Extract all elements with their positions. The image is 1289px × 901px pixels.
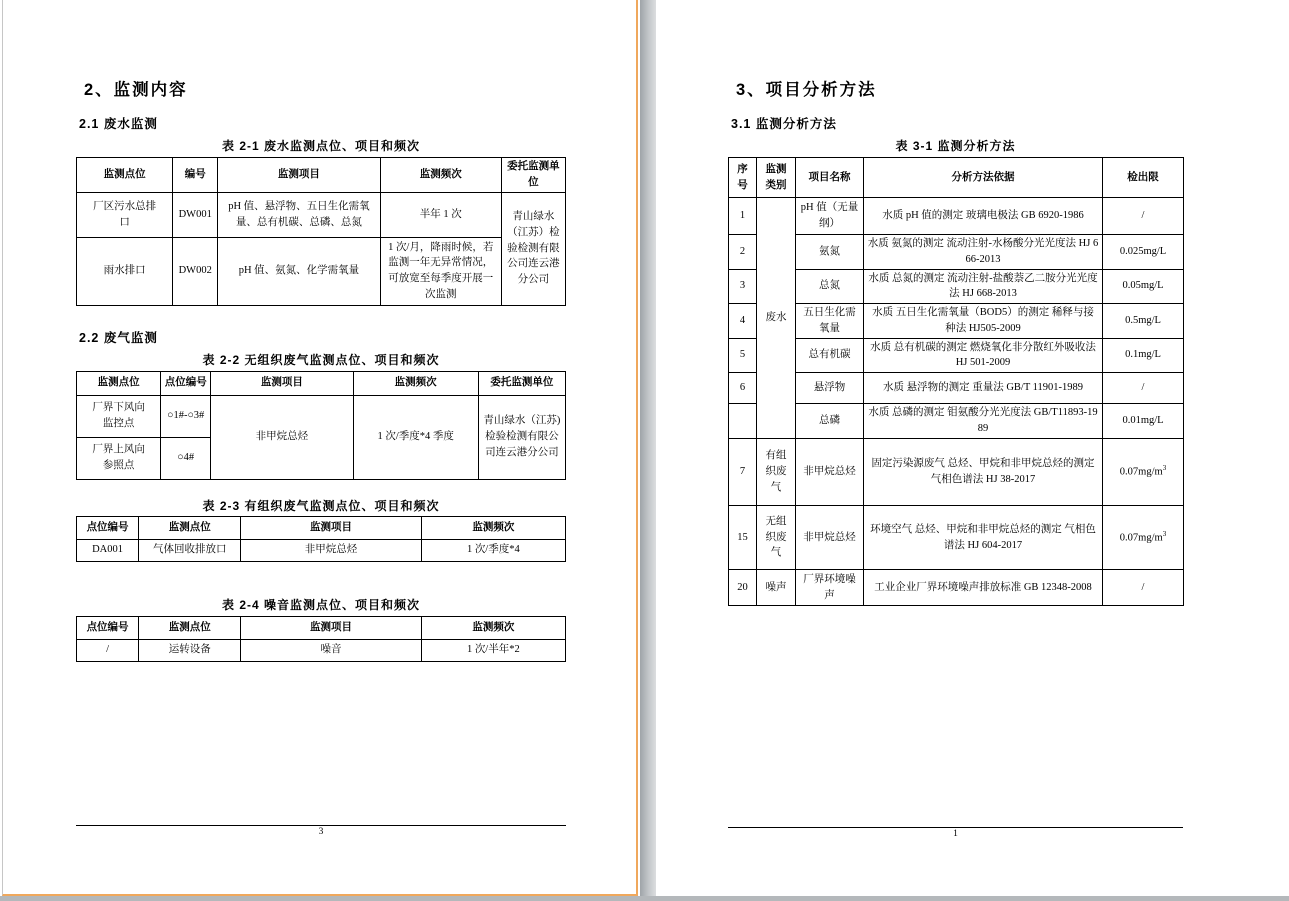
seq-cell	[729, 404, 757, 439]
seq-cell: 3	[729, 269, 757, 304]
table-row	[77, 395, 566, 437]
page-footer	[76, 825, 566, 838]
table-3-1-caption: 表 3-1 监测分析方法	[895, 139, 1016, 153]
items-cell: pH 值、悬浮物、五日生化需氧量、总有机碳、总磷、总氮	[218, 192, 380, 237]
detection-limit-cell: 0.5mg/L	[1103, 304, 1184, 339]
entrusted-unit-cell: 青山绿水（江苏)检验检测有限公司连云港分公司	[478, 395, 565, 479]
column-header: 委托监测单位	[478, 371, 565, 395]
table-row	[729, 439, 1184, 506]
column-header: 点位编号	[77, 616, 139, 639]
table-2-2-fugitive-gas-monitoring	[76, 371, 566, 480]
code-cell: DW002	[173, 237, 218, 305]
table-row	[729, 404, 1184, 439]
table-header-row	[77, 371, 566, 395]
right-page-content	[728, 0, 1183, 606]
table-2-4-caption: 表 2-4 噪音监测点位、项目和频次	[221, 597, 420, 612]
column-header: 委托监测单位	[501, 158, 565, 193]
method-cell: 固定污染源废气 总烃、甲烷和非甲烷总烃的测定 气相色谱法 HJ 38-2017	[864, 439, 1103, 506]
table-row	[729, 269, 1184, 304]
table-row	[729, 304, 1184, 339]
monitor-point-cell: 厂界下风向监控点	[77, 395, 161, 437]
column-header: 监测项目	[241, 616, 421, 639]
detection-limit-cell	[1103, 506, 1184, 570]
column-header: 编号	[173, 158, 218, 193]
page-number: 3	[318, 827, 324, 837]
column-header: 点位编号	[77, 516, 139, 539]
column-header: 监测项目	[241, 516, 421, 539]
method-cell: 环境空气 总烃、甲烷和非甲烷总烃的测定 气相色谱法 HJ 604-2017	[864, 506, 1103, 570]
column-header: 监测点位	[77, 371, 161, 395]
table-row	[77, 237, 566, 305]
table-row	[729, 198, 1184, 235]
seq-cell: 15	[729, 506, 757, 570]
category-cell: 废水	[757, 198, 796, 439]
table-header-row	[77, 158, 566, 193]
point-code-cell: DA001	[77, 539, 139, 561]
items-cell: 非甲烷总烃	[241, 539, 421, 561]
detection-limit-cell: 0.1mg/L	[1103, 338, 1184, 373]
column-header: 监测点位	[77, 158, 173, 193]
column-header: 项目名称	[796, 158, 864, 198]
entrusted-unit-cell: 青山绿水（江苏）检验检测有限公司连云港分公司	[501, 192, 565, 305]
document-page-left	[2, 0, 638, 896]
detection-limit-cell: /	[1103, 570, 1184, 606]
subsection-heading-3-1: 3.1 监测分析方法	[731, 117, 837, 131]
document-page-right	[656, 0, 1289, 896]
method-cell: 水质 总磷的测定 钼氨酸分光光度法 GB/T11893-1989	[864, 404, 1103, 439]
section-heading-2: 2、监测内容	[84, 81, 188, 99]
subsection-heading-2-1: 2.1 废水监测	[79, 117, 158, 131]
items-cell: 噪音	[241, 639, 421, 661]
monitor-point-cell: 厂区污水总排口	[77, 192, 173, 237]
item-name-cell: pH 值（无量纲）	[796, 198, 864, 235]
item-name-cell: 悬浮物	[796, 373, 864, 404]
left-page-content	[76, 0, 566, 662]
table-row	[729, 373, 1184, 404]
item-name-cell: 总有机碳	[796, 338, 864, 373]
seq-cell: 4	[729, 304, 757, 339]
column-header: 序号	[729, 158, 757, 198]
table-row	[729, 506, 1184, 570]
table-row	[77, 639, 566, 661]
method-cell: 水质 总有机碳的测定 燃烧氧化非分散红外吸收法 HJ 501-2009	[864, 338, 1103, 373]
category-cell: 无组织废气	[757, 506, 796, 570]
method-cell: 水质 五日生化需氧量（BOD5）的测定 稀释与接种法 HJ505-2009	[864, 304, 1103, 339]
table-2-2-caption: 表 2-2 无组织废气监测点位、项目和频次	[202, 352, 440, 367]
items-cell: 非甲烷总烃	[211, 395, 353, 479]
frequency-cell: 1 次/半年*2	[421, 639, 565, 661]
category-cell: 噪声	[757, 570, 796, 606]
seq-cell: 6	[729, 373, 757, 404]
seq-cell: 2	[729, 235, 757, 270]
point-code-cell: ○1#-○3#	[161, 395, 211, 437]
monitor-point-cell: 气体回收排放口	[139, 539, 241, 561]
column-header: 监测频次	[380, 158, 501, 193]
item-name-cell: 氨氮	[796, 235, 864, 270]
section-heading-3: 3、项目分析方法	[736, 81, 877, 99]
column-header: 分析方法依据	[864, 158, 1103, 198]
detection-limit-cell: 0.01mg/L	[1103, 404, 1184, 439]
column-header: 检出限	[1103, 158, 1184, 198]
page-number: 1	[953, 829, 958, 839]
seq-cell: 5	[729, 338, 757, 373]
frequency-cell: 1 次/月，降雨时候，若监测一年无异常情况，可放宽至每季度开展一次监测	[380, 237, 501, 305]
code-cell: DW001	[173, 192, 218, 237]
item-name-cell: 五日生化需氧量	[796, 304, 864, 339]
detection-limit-cell: /	[1103, 198, 1184, 235]
column-header: 监测频次	[353, 371, 478, 395]
table-2-1-caption: 表 2-1 废水监测点位、项目和频次	[221, 139, 420, 153]
table-header-row	[77, 516, 566, 539]
column-header: 监测项目	[211, 371, 353, 395]
table-2-3-organized-gas-monitoring	[76, 516, 566, 562]
limit-value: 0.07mg/m	[1119, 532, 1163, 544]
subsection-heading-2-2: 2.2 废气监测	[79, 330, 158, 345]
table-row	[729, 570, 1184, 606]
point-code-cell: ○4#	[161, 437, 211, 479]
limit-exponent: 3	[1162, 464, 1167, 473]
frequency-cell: 半年 1 次	[380, 192, 501, 237]
method-cell: 水质 总氮的测定 流动注射-盐酸萘乙二胺分光光度法 HJ 668-2013	[864, 269, 1103, 304]
method-cell: 水质 pH 值的测定 玻璃电极法 GB 6920-1986	[864, 198, 1103, 235]
table-row	[77, 192, 566, 237]
point-code-cell: /	[77, 639, 139, 661]
column-header: 监测频次	[421, 616, 565, 639]
detection-limit-cell	[1103, 439, 1184, 506]
method-cell: 水质 氨氮的测定 流动注射-水杨酸分光光度法 HJ 666-2013	[864, 235, 1103, 270]
detection-limit-cell: /	[1103, 373, 1184, 404]
monitor-point-cell: 雨水排口	[77, 237, 173, 305]
column-header: 监测类别	[757, 158, 796, 198]
column-header: 监测频次	[421, 516, 565, 539]
table-row	[729, 235, 1184, 270]
page-footer	[728, 827, 1183, 840]
detection-limit-cell: 0.05mg/L	[1103, 269, 1184, 304]
item-name-cell: 非甲烷总烃	[796, 439, 864, 506]
table-header-row	[77, 616, 566, 639]
page-gutter	[640, 0, 656, 896]
items-cell: pH 值、氨氮、化学需氧量	[218, 237, 380, 305]
frequency-cell: 1 次/季度*4 季度	[353, 395, 478, 479]
table-2-1-wastewater-monitoring	[76, 157, 566, 306]
seq-cell: 7	[729, 439, 757, 506]
table-header-row	[729, 158, 1184, 198]
page-bottom-edge	[0, 896, 1289, 901]
method-cell: 工业企业厂界环境噪声排放标准 GB 12348-2008	[864, 570, 1103, 606]
detection-limit-cell: 0.025mg/L	[1103, 235, 1184, 270]
monitor-point-cell: 厂界上风向参照点	[77, 437, 161, 479]
seq-cell: 20	[729, 570, 757, 606]
column-header: 监测项目	[218, 158, 380, 193]
item-name-cell: 总氮	[796, 269, 864, 304]
frequency-cell: 1 次/季度*4	[421, 539, 565, 561]
monitor-point-cell: 运转设备	[139, 639, 241, 661]
table-row	[77, 539, 566, 561]
item-name-cell: 非甲烷总烃	[796, 506, 864, 570]
column-header: 监测点位	[139, 516, 241, 539]
seq-cell: 1	[729, 198, 757, 235]
limit-value: 0.07mg/m	[1119, 466, 1163, 478]
table-2-3-caption: 表 2-3 有组织废气监测点位、项目和频次	[202, 498, 440, 513]
table-2-4-noise-monitoring	[76, 616, 566, 662]
column-header: 监测点位	[139, 616, 241, 639]
table-3-1-analysis-methods	[728, 157, 1184, 606]
category-cell: 有组织废气	[757, 439, 796, 506]
column-header: 点位编号	[161, 371, 211, 395]
table-row	[729, 338, 1184, 373]
method-cell: 水质 悬浮物的测定 重量法 GB/T 11901-1989	[864, 373, 1103, 404]
item-name-cell: 厂界环境噪声	[796, 570, 864, 606]
limit-exponent: 3	[1162, 529, 1167, 538]
item-name-cell: 总磷	[796, 404, 864, 439]
